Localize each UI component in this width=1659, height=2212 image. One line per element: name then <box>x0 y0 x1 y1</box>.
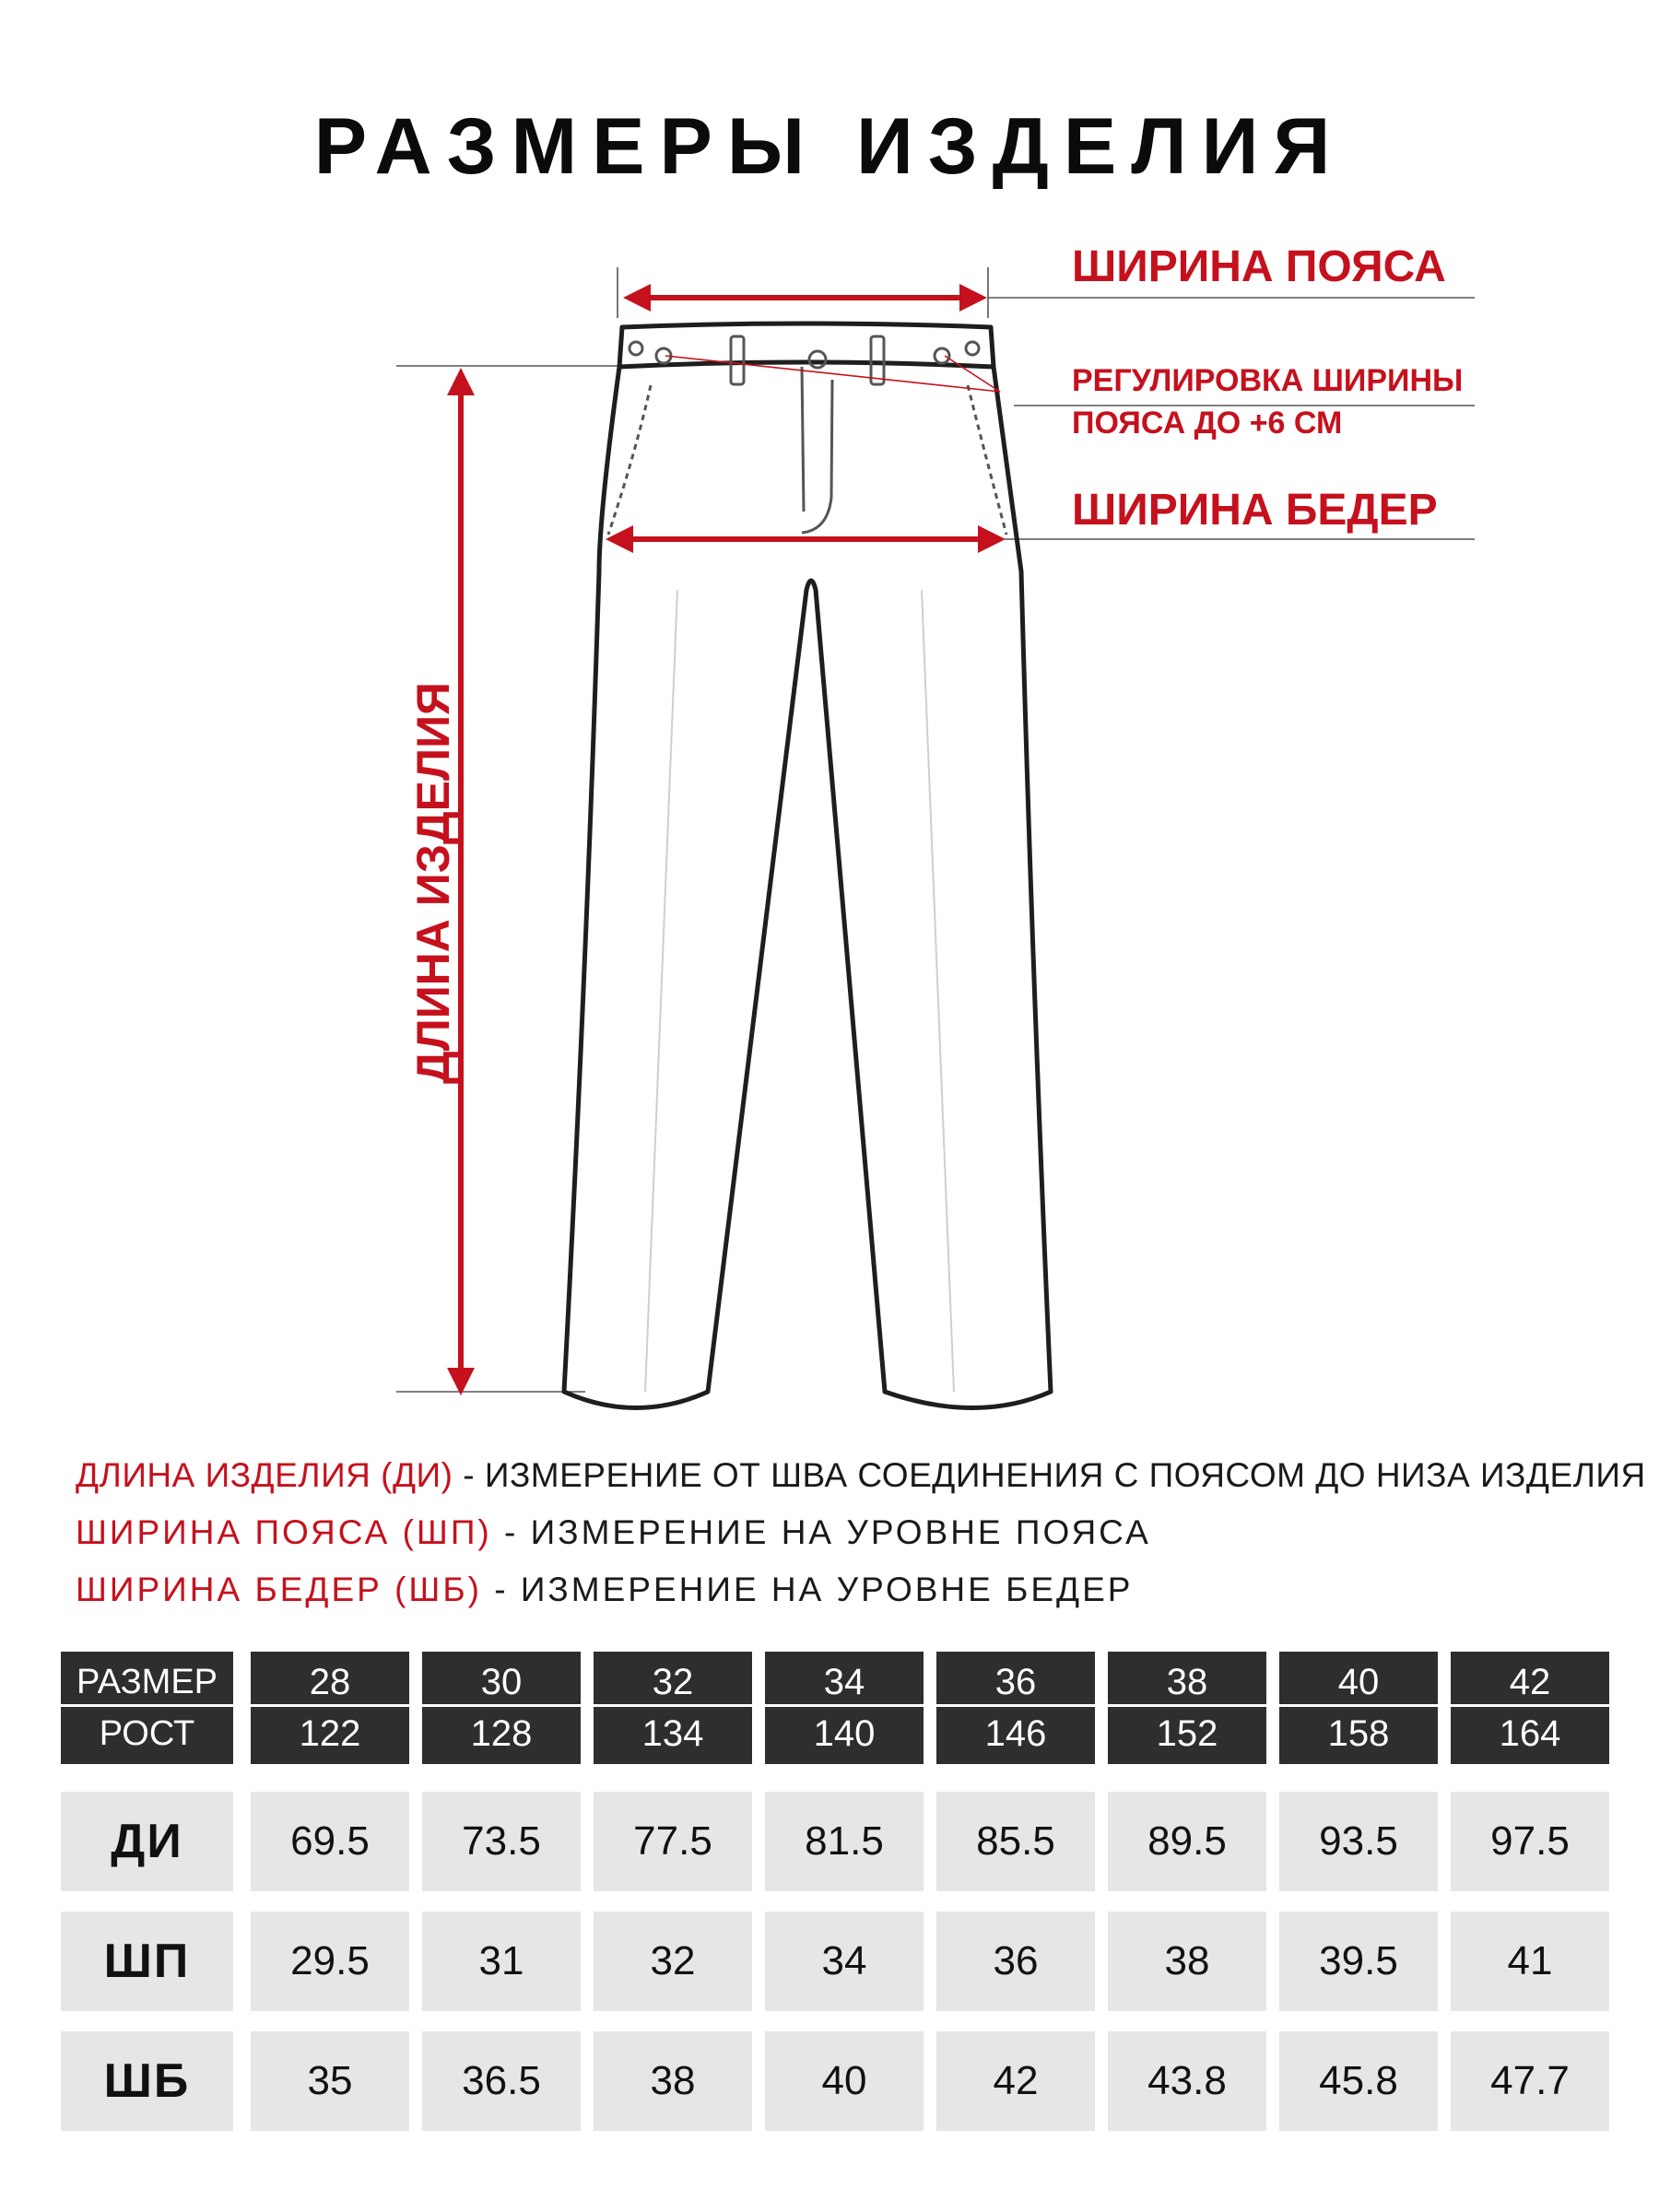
legend-line <box>76 1571 1133 1609</box>
legend-definition: - ИЗМЕРЕНИЕ НА УРОВНЕ ПОЯСА <box>491 1513 1151 1551</box>
size-value: 40 <box>1337 1662 1380 1702</box>
height-value: 140 <box>813 1713 876 1754</box>
table-cell: 41 <box>1451 1912 1609 2011</box>
table-cell: 29.5 <box>251 1912 409 2011</box>
height-value: 158 <box>1327 1713 1390 1754</box>
size-value: 38 <box>1166 1662 1208 1702</box>
table-cell: 36.5 <box>422 2031 581 2131</box>
row-label: ШБ <box>61 2031 233 2131</box>
table-header-cell <box>1451 1652 1609 1764</box>
table-cell: 89.5 <box>1108 1792 1266 1891</box>
table-cell: 32 <box>594 1912 752 2011</box>
legend-term: ДЛИНА ИЗДЕЛИЯ (ДИ) <box>76 1456 453 1494</box>
size-value: 42 <box>1509 1662 1551 1702</box>
table-header-cell <box>594 1652 752 1764</box>
size-value: 36 <box>994 1662 1037 1702</box>
table-header-label <box>61 1652 233 1764</box>
legend-term: ШИРИНА БЕДЕР (ШБ) <box>76 1571 482 1608</box>
legend-line <box>76 1456 1646 1495</box>
height-value: 122 <box>299 1713 361 1754</box>
header-separator <box>61 1704 233 1707</box>
table-cell: 81.5 <box>765 1792 924 1891</box>
size-value: 34 <box>823 1662 865 1702</box>
table-header-cell <box>765 1652 924 1764</box>
size-value: 30 <box>480 1662 523 1702</box>
table-cell: 42 <box>936 2031 1095 2131</box>
table-header-cell <box>251 1652 409 1764</box>
table-header-cell <box>1108 1652 1266 1764</box>
table-cell: 40 <box>765 2031 924 2131</box>
size-label: РАЗМЕР <box>76 1663 218 1701</box>
page-title: РАЗМЕРЫ ИЗДЕЛИЯ <box>313 102 1346 191</box>
table-cell: 35 <box>251 2031 409 2131</box>
table-cell: 85.5 <box>936 1792 1095 1891</box>
table-cell: 47.7 <box>1451 2031 1609 2131</box>
row-label: ШП <box>61 1912 233 2011</box>
table-cell: 45.8 <box>1279 2031 1438 2131</box>
waist-width-callout: ШИРИНА ПОЯСА <box>1072 242 1446 291</box>
table-cell: 39.5 <box>1279 1912 1438 2011</box>
table-cell: 38 <box>594 2031 752 2131</box>
trousers-details <box>608 336 1006 1392</box>
trousers-outline <box>564 324 1051 1408</box>
table-cell: 31 <box>422 1912 581 2011</box>
height-value: 146 <box>984 1713 1047 1754</box>
size-value: 32 <box>652 1662 694 1702</box>
table-header-cell <box>936 1652 1095 1764</box>
height-value: 164 <box>1499 1713 1561 1754</box>
table-cell: 97.5 <box>1451 1792 1609 1891</box>
height-value: 152 <box>1156 1713 1218 1754</box>
legend-term: ШИРИНА ПОЯСА (ШП) <box>76 1513 492 1551</box>
legend-definition: - ИЗМЕРЕНИЕ НА УРОВНЕ БЕДЕР <box>481 1571 1134 1608</box>
adjust-callout-line2: ПОЯСА ДО +6 СМ <box>1072 406 1343 441</box>
table-header-cell <box>422 1652 581 1764</box>
table-cell: 77.5 <box>594 1792 752 1891</box>
table-cell: 73.5 <box>422 1792 581 1891</box>
legend-line <box>76 1513 1151 1552</box>
table-cell: 36 <box>936 1912 1095 2011</box>
table-header-cell <box>1279 1652 1438 1764</box>
table-cell: 93.5 <box>1279 1792 1438 1891</box>
table-cell: 34 <box>765 1912 924 2011</box>
table-cell: 69.5 <box>251 1792 409 1891</box>
row-label: ДИ <box>61 1792 233 1891</box>
length-callout: ДЛИНА ИЗДЕЛИЯ <box>407 682 459 1084</box>
height-label: РОСТ <box>99 1714 195 1753</box>
table-cell: 38 <box>1108 1912 1266 2011</box>
height-value: 134 <box>641 1713 704 1754</box>
legend-definition: - ИЗМЕРЕНИЕ ОТ ШВА СОЕДИНЕНИЯ С ПОЯСОМ ДО НИЗА ИЗДЕЛИЯ <box>453 1456 1646 1494</box>
table-cell: 43.8 <box>1108 2031 1266 2131</box>
adjust-callout-line1: РЕГУЛИРОВКА ШИРИНЫ <box>1072 363 1464 398</box>
height-value: 128 <box>470 1713 533 1754</box>
size-value: 28 <box>309 1662 351 1702</box>
hip-width-callout: ШИРИНА БЕДЕР <box>1072 486 1438 535</box>
